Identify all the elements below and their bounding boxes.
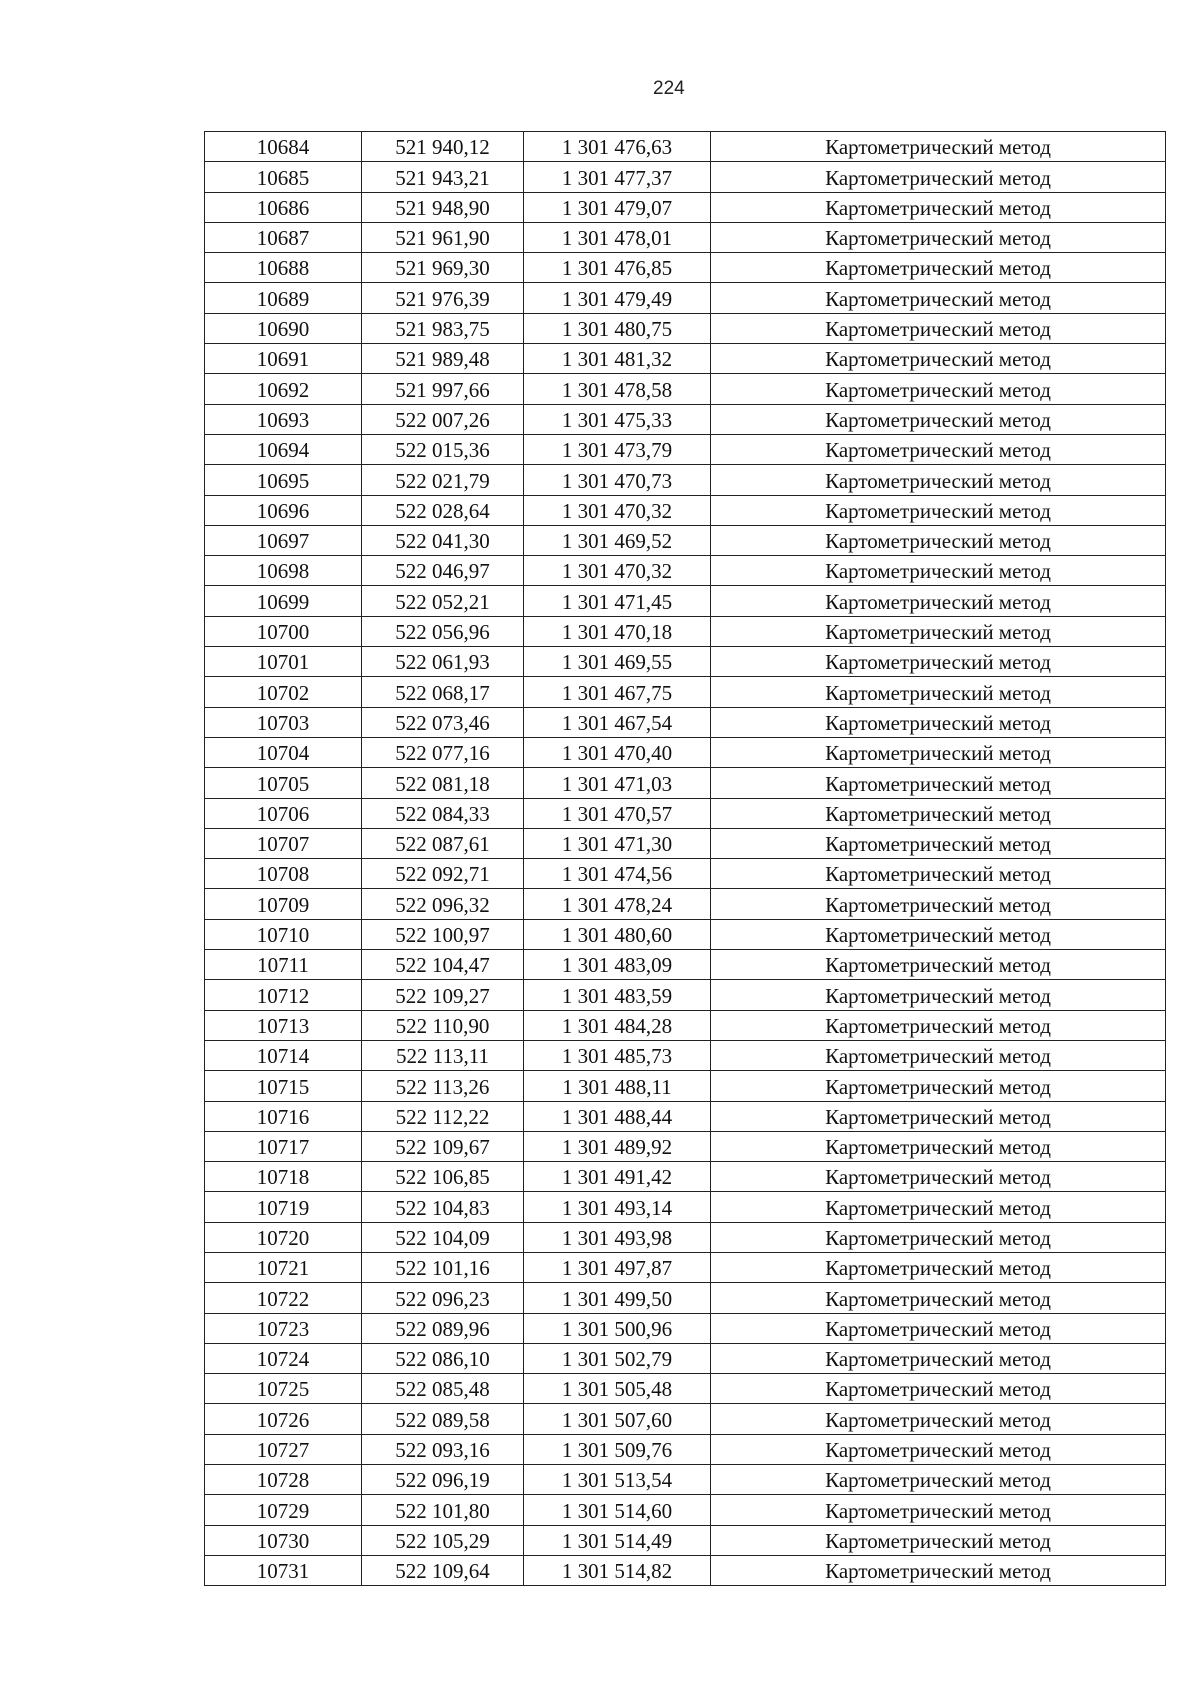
- method-cell: Картометрический метод: [711, 192, 1166, 222]
- point-number-cell: 10711: [205, 950, 362, 980]
- x-coordinate-cell: 522 077,16: [362, 737, 524, 767]
- method-cell: Картометрический метод: [711, 465, 1166, 495]
- x-coordinate-cell: 522 041,30: [362, 525, 524, 555]
- method-cell: Картометрический метод: [711, 1465, 1166, 1495]
- method-cell: Картометрический метод: [711, 1162, 1166, 1192]
- y-coordinate-cell: 1 301 489,92: [524, 1131, 711, 1161]
- table-row: [205, 192, 1166, 222]
- table-row: [205, 434, 1166, 464]
- x-coordinate-cell: 522 084,33: [362, 798, 524, 828]
- x-coordinate-cell: 522 081,18: [362, 768, 524, 798]
- y-coordinate-cell: 1 301 470,57: [524, 798, 711, 828]
- x-coordinate-cell: 522 056,96: [362, 616, 524, 646]
- point-number-cell: 10698: [205, 556, 362, 586]
- method-cell: Картометрический метод: [711, 1434, 1166, 1464]
- table-row: [205, 404, 1166, 434]
- method-cell: Картометрический метод: [711, 1495, 1166, 1525]
- table-row: [205, 1465, 1166, 1495]
- point-number-cell: 10689: [205, 283, 362, 313]
- y-coordinate-cell: 1 301 483,09: [524, 950, 711, 980]
- point-number-cell: 10690: [205, 313, 362, 343]
- table-row: [205, 616, 1166, 646]
- table-row: [205, 1101, 1166, 1131]
- point-number-cell: 10694: [205, 434, 362, 464]
- y-coordinate-cell: 1 301 514,82: [524, 1555, 711, 1585]
- x-coordinate-cell: 522 096,19: [362, 1465, 524, 1495]
- method-cell: Картометрический метод: [711, 737, 1166, 767]
- method-cell: Картометрический метод: [711, 798, 1166, 828]
- x-coordinate-cell: 522 092,71: [362, 859, 524, 889]
- table-row: [205, 677, 1166, 707]
- point-number-cell: 10703: [205, 707, 362, 737]
- point-number-cell: 10685: [205, 162, 362, 192]
- method-cell: Картометрический метод: [711, 374, 1166, 404]
- table-row: [205, 495, 1166, 525]
- x-coordinate-cell: 522 021,79: [362, 465, 524, 495]
- y-coordinate-cell: 1 301 479,07: [524, 192, 711, 222]
- x-coordinate-cell: 522 046,97: [362, 556, 524, 586]
- y-coordinate-cell: 1 301 488,11: [524, 1071, 711, 1101]
- table-row: [205, 162, 1166, 192]
- x-coordinate-cell: 522 104,09: [362, 1222, 524, 1252]
- point-number-cell: 10723: [205, 1313, 362, 1343]
- table-row: [205, 1343, 1166, 1373]
- y-coordinate-cell: 1 301 513,54: [524, 1465, 711, 1495]
- table-row: [205, 1283, 1166, 1313]
- point-number-cell: 10716: [205, 1101, 362, 1131]
- table-row: [205, 132, 1166, 162]
- table-row: [205, 647, 1166, 677]
- x-coordinate-cell: 522 028,64: [362, 495, 524, 525]
- point-number-cell: 10695: [205, 465, 362, 495]
- table-row: [205, 1192, 1166, 1222]
- y-coordinate-cell: 1 301 493,14: [524, 1192, 711, 1222]
- point-number-cell: 10715: [205, 1071, 362, 1101]
- y-coordinate-cell: 1 301 481,32: [524, 344, 711, 374]
- method-cell: Картометрический метод: [711, 889, 1166, 919]
- point-number-cell: 10701: [205, 647, 362, 677]
- point-number-cell: 10707: [205, 828, 362, 858]
- x-coordinate-cell: 522 101,16: [362, 1252, 524, 1282]
- point-number-cell: 10693: [205, 404, 362, 434]
- y-coordinate-cell: 1 301 473,79: [524, 434, 711, 464]
- x-coordinate-cell: 522 109,67: [362, 1131, 524, 1161]
- table-row: [205, 707, 1166, 737]
- point-number-cell: 10727: [205, 1434, 362, 1464]
- x-coordinate-cell: 522 052,21: [362, 586, 524, 616]
- y-coordinate-cell: 1 301 471,03: [524, 768, 711, 798]
- method-cell: Картометрический метод: [711, 828, 1166, 858]
- method-cell: Картометрический метод: [711, 404, 1166, 434]
- x-coordinate-cell: 522 073,46: [362, 707, 524, 737]
- x-coordinate-cell: 522 109,64: [362, 1555, 524, 1585]
- point-number-cell: 10728: [205, 1465, 362, 1495]
- point-number-cell: 10687: [205, 222, 362, 252]
- x-coordinate-cell: 521 989,48: [362, 344, 524, 374]
- point-number-cell: 10684: [205, 132, 362, 162]
- point-number-cell: 10722: [205, 1283, 362, 1313]
- y-coordinate-cell: 1 301 509,76: [524, 1434, 711, 1464]
- table-row: [205, 737, 1166, 767]
- point-number-cell: 10712: [205, 980, 362, 1010]
- x-coordinate-cell: 522 007,26: [362, 404, 524, 434]
- y-coordinate-cell: 1 301 470,32: [524, 556, 711, 586]
- table-row: [205, 889, 1166, 919]
- point-number-cell: 10709: [205, 889, 362, 919]
- method-cell: Картометрический метод: [711, 859, 1166, 889]
- point-number-cell: 10696: [205, 495, 362, 525]
- table-row: [205, 798, 1166, 828]
- method-cell: Картометрический метод: [711, 919, 1166, 949]
- y-coordinate-cell: 1 301 471,45: [524, 586, 711, 616]
- method-cell: Картометрический метод: [711, 707, 1166, 737]
- method-cell: Картометрический метод: [711, 1313, 1166, 1343]
- point-number-cell: 10730: [205, 1525, 362, 1555]
- coordinates-table-body: [205, 132, 1166, 1586]
- x-coordinate-cell: 522 089,58: [362, 1404, 524, 1434]
- method-cell: Картометрический метод: [711, 434, 1166, 464]
- point-number-cell: 10710: [205, 919, 362, 949]
- x-coordinate-cell: 522 104,83: [362, 1192, 524, 1222]
- y-coordinate-cell: 1 301 493,98: [524, 1222, 711, 1252]
- y-coordinate-cell: 1 301 497,87: [524, 1252, 711, 1282]
- y-coordinate-cell: 1 301 500,96: [524, 1313, 711, 1343]
- x-coordinate-cell: 522 068,17: [362, 677, 524, 707]
- point-number-cell: 10720: [205, 1222, 362, 1252]
- method-cell: Картометрический метод: [711, 1010, 1166, 1040]
- method-cell: Картометрический метод: [711, 1555, 1166, 1585]
- point-number-cell: 10704: [205, 737, 362, 767]
- point-number-cell: 10726: [205, 1404, 362, 1434]
- point-number-cell: 10700: [205, 616, 362, 646]
- y-coordinate-cell: 1 301 478,24: [524, 889, 711, 919]
- table-row: [205, 1010, 1166, 1040]
- method-cell: Картометрический метод: [711, 132, 1166, 162]
- y-coordinate-cell: 1 301 491,42: [524, 1162, 711, 1192]
- x-coordinate-cell: 522 109,27: [362, 980, 524, 1010]
- x-coordinate-cell: 521 943,21: [362, 162, 524, 192]
- method-cell: Картометрический метод: [711, 1222, 1166, 1252]
- table-row: [205, 222, 1166, 252]
- point-number-cell: 10731: [205, 1555, 362, 1585]
- table-row: [205, 465, 1166, 495]
- y-coordinate-cell: 1 301 470,40: [524, 737, 711, 767]
- method-cell: Картометрический метод: [711, 950, 1166, 980]
- x-coordinate-cell: 521 961,90: [362, 222, 524, 252]
- y-coordinate-cell: 1 301 483,59: [524, 980, 711, 1010]
- y-coordinate-cell: 1 301 514,49: [524, 1525, 711, 1555]
- y-coordinate-cell: 1 301 478,01: [524, 222, 711, 252]
- point-number-cell: 10725: [205, 1374, 362, 1404]
- method-cell: Картометрический метод: [711, 1071, 1166, 1101]
- y-coordinate-cell: 1 301 485,73: [524, 1040, 711, 1070]
- y-coordinate-cell: 1 301 469,55: [524, 647, 711, 677]
- method-cell: Картометрический метод: [711, 556, 1166, 586]
- x-coordinate-cell: 522 096,32: [362, 889, 524, 919]
- point-number-cell: 10729: [205, 1495, 362, 1525]
- method-cell: Картометрический метод: [711, 1192, 1166, 1222]
- x-coordinate-cell: 522 101,80: [362, 1495, 524, 1525]
- table-row: [205, 768, 1166, 798]
- x-coordinate-cell: 522 105,29: [362, 1525, 524, 1555]
- method-cell: Картометрический метод: [711, 1525, 1166, 1555]
- point-number-cell: 10702: [205, 677, 362, 707]
- method-cell: Картометрический метод: [711, 313, 1166, 343]
- y-coordinate-cell: 1 301 469,52: [524, 525, 711, 555]
- table-row: [205, 1495, 1166, 1525]
- method-cell: Картометрический метод: [711, 1131, 1166, 1161]
- x-coordinate-cell: 522 015,36: [362, 434, 524, 464]
- y-coordinate-cell: 1 301 514,60: [524, 1495, 711, 1525]
- table-row: [205, 283, 1166, 313]
- point-number-cell: 10692: [205, 374, 362, 404]
- point-number-cell: 10706: [205, 798, 362, 828]
- x-coordinate-cell: 522 096,23: [362, 1283, 524, 1313]
- point-number-cell: 10724: [205, 1343, 362, 1373]
- point-number-cell: 10719: [205, 1192, 362, 1222]
- x-coordinate-cell: 521 940,12: [362, 132, 524, 162]
- method-cell: Картометрический метод: [711, 253, 1166, 283]
- y-coordinate-cell: 1 301 471,30: [524, 828, 711, 858]
- point-number-cell: 10705: [205, 768, 362, 798]
- table-row: [205, 950, 1166, 980]
- x-coordinate-cell: 522 113,26: [362, 1071, 524, 1101]
- coordinates-table: [204, 131, 1166, 1586]
- method-cell: Картометрический метод: [711, 1101, 1166, 1131]
- table-row: [205, 1131, 1166, 1161]
- y-coordinate-cell: 1 301 505,48: [524, 1374, 711, 1404]
- x-coordinate-cell: 522 110,90: [362, 1010, 524, 1040]
- y-coordinate-cell: 1 301 477,37: [524, 162, 711, 192]
- method-cell: Картометрический метод: [711, 1252, 1166, 1282]
- table-row: [205, 1222, 1166, 1252]
- y-coordinate-cell: 1 301 476,63: [524, 132, 711, 162]
- y-coordinate-cell: 1 301 470,73: [524, 465, 711, 495]
- y-coordinate-cell: 1 301 507,60: [524, 1404, 711, 1434]
- y-coordinate-cell: 1 301 480,60: [524, 919, 711, 949]
- y-coordinate-cell: 1 301 499,50: [524, 1283, 711, 1313]
- y-coordinate-cell: 1 301 467,75: [524, 677, 711, 707]
- table-row: [205, 1252, 1166, 1282]
- x-coordinate-cell: 522 113,11: [362, 1040, 524, 1070]
- y-coordinate-cell: 1 301 476,85: [524, 253, 711, 283]
- point-number-cell: 10713: [205, 1010, 362, 1040]
- point-number-cell: 10691: [205, 344, 362, 374]
- point-number-cell: 10708: [205, 859, 362, 889]
- method-cell: Картометрический метод: [711, 1404, 1166, 1434]
- x-coordinate-cell: 522 085,48: [362, 1374, 524, 1404]
- y-coordinate-cell: 1 301 470,32: [524, 495, 711, 525]
- x-coordinate-cell: 522 112,22: [362, 1101, 524, 1131]
- method-cell: Картометрический метод: [711, 495, 1166, 525]
- method-cell: Картометрический метод: [711, 1343, 1166, 1373]
- page-number: 224: [653, 78, 685, 99]
- table-row: [205, 525, 1166, 555]
- method-cell: Картометрический метод: [711, 162, 1166, 192]
- y-coordinate-cell: 1 301 479,49: [524, 283, 711, 313]
- method-cell: Картометрический метод: [711, 1374, 1166, 1404]
- y-coordinate-cell: 1 301 474,56: [524, 859, 711, 889]
- y-coordinate-cell: 1 301 470,18: [524, 616, 711, 646]
- x-coordinate-cell: 522 093,16: [362, 1434, 524, 1464]
- method-cell: Картометрический метод: [711, 677, 1166, 707]
- y-coordinate-cell: 1 301 475,33: [524, 404, 711, 434]
- table-row: [205, 586, 1166, 616]
- table-row: [205, 556, 1166, 586]
- x-coordinate-cell: 521 969,30: [362, 253, 524, 283]
- x-coordinate-cell: 522 106,85: [362, 1162, 524, 1192]
- table-row: [205, 1434, 1166, 1464]
- method-cell: Картометрический метод: [711, 768, 1166, 798]
- x-coordinate-cell: 522 104,47: [362, 950, 524, 980]
- method-cell: Картометрический метод: [711, 222, 1166, 252]
- point-number-cell: 10686: [205, 192, 362, 222]
- table-row: [205, 1374, 1166, 1404]
- table-row: [205, 1071, 1166, 1101]
- y-coordinate-cell: 1 301 478,58: [524, 374, 711, 404]
- point-number-cell: 10714: [205, 1040, 362, 1070]
- table-row: [205, 1040, 1166, 1070]
- x-coordinate-cell: 521 997,66: [362, 374, 524, 404]
- table-row: [205, 253, 1166, 283]
- method-cell: Картометрический метод: [711, 525, 1166, 555]
- method-cell: Картометрический метод: [711, 647, 1166, 677]
- table-row: [205, 859, 1166, 889]
- table-row: [205, 313, 1166, 343]
- table-row: [205, 1162, 1166, 1192]
- method-cell: Картометрический метод: [711, 344, 1166, 374]
- point-number-cell: 10717: [205, 1131, 362, 1161]
- method-cell: Картометрический метод: [711, 586, 1166, 616]
- table-row: [205, 919, 1166, 949]
- x-coordinate-cell: 522 089,96: [362, 1313, 524, 1343]
- table-row: [205, 344, 1166, 374]
- point-number-cell: 10688: [205, 253, 362, 283]
- point-number-cell: 10699: [205, 586, 362, 616]
- table-row: [205, 1404, 1166, 1434]
- table-row: [205, 828, 1166, 858]
- method-cell: Картометрический метод: [711, 1040, 1166, 1070]
- x-coordinate-cell: 521 983,75: [362, 313, 524, 343]
- table-row: [205, 980, 1166, 1010]
- method-cell: Картометрический метод: [711, 616, 1166, 646]
- table-row: [205, 1525, 1166, 1555]
- x-coordinate-cell: 521 948,90: [362, 192, 524, 222]
- y-coordinate-cell: 1 301 488,44: [524, 1101, 711, 1131]
- y-coordinate-cell: 1 301 502,79: [524, 1343, 711, 1373]
- table-row: [205, 1555, 1166, 1585]
- method-cell: Картометрический метод: [711, 980, 1166, 1010]
- y-coordinate-cell: 1 301 480,75: [524, 313, 711, 343]
- x-coordinate-cell: 521 976,39: [362, 283, 524, 313]
- x-coordinate-cell: 522 087,61: [362, 828, 524, 858]
- x-coordinate-cell: 522 061,93: [362, 647, 524, 677]
- point-number-cell: 10718: [205, 1162, 362, 1192]
- table-row: [205, 1313, 1166, 1343]
- y-coordinate-cell: 1 301 467,54: [524, 707, 711, 737]
- point-number-cell: 10721: [205, 1252, 362, 1282]
- y-coordinate-cell: 1 301 484,28: [524, 1010, 711, 1040]
- x-coordinate-cell: 522 100,97: [362, 919, 524, 949]
- table-row: [205, 374, 1166, 404]
- method-cell: Картометрический метод: [711, 1283, 1166, 1313]
- method-cell: Картометрический метод: [711, 283, 1166, 313]
- point-number-cell: 10697: [205, 525, 362, 555]
- x-coordinate-cell: 522 086,10: [362, 1343, 524, 1373]
